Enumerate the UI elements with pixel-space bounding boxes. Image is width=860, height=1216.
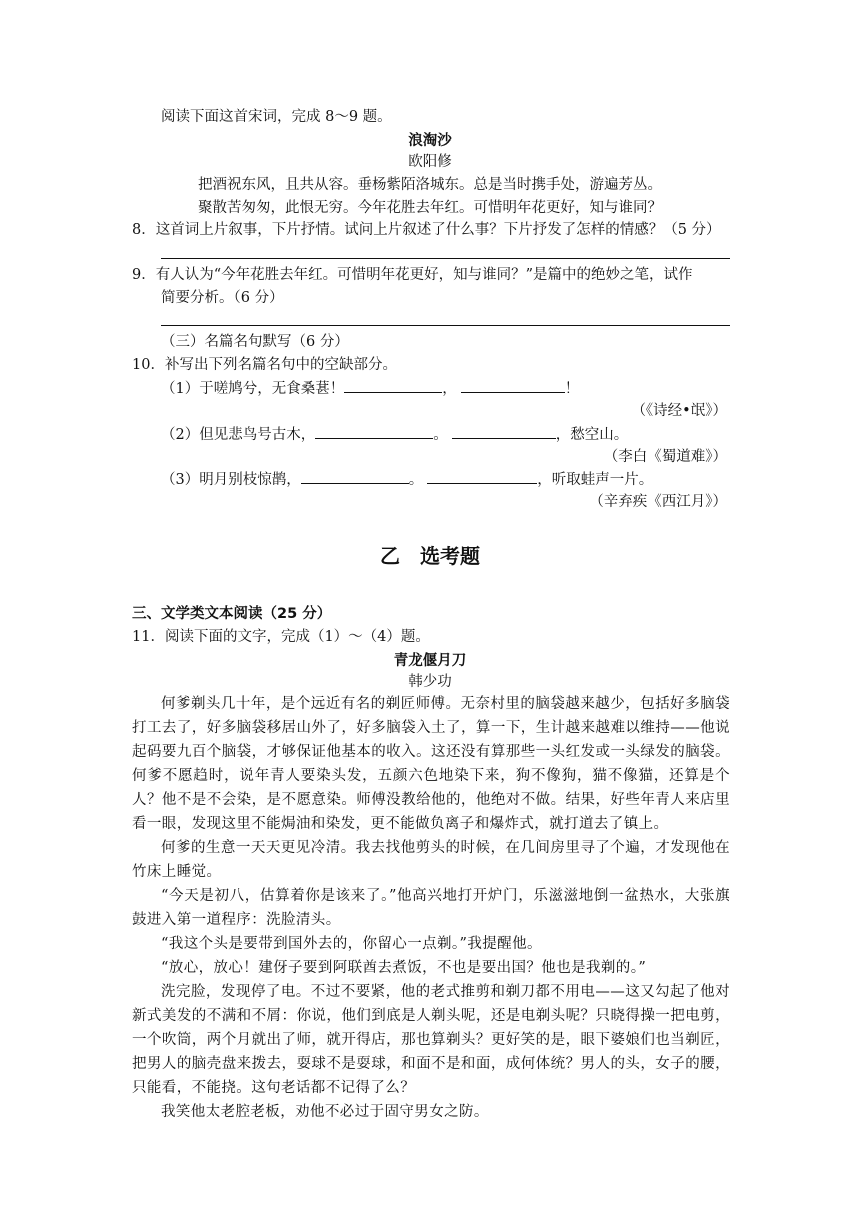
fill-blank[interactable] <box>461 378 565 393</box>
fill-item-2-text: （2）但见悲鸟号古木， <box>161 427 316 443</box>
answer-line-8[interactable] <box>161 258 730 259</box>
fill-item-3 <box>161 469 653 490</box>
question-11: 11．阅读下面的文字，完成（1）～（4）题。 <box>132 629 430 645</box>
fill-item-1 <box>161 378 579 399</box>
story-paragraph: 何爹剃头几十年，是个远近有名的剃匠师傅。无奈村里的脑袋越来越少，包括好多脑袋打工去了，好多脑袋移居山外了，好多脑袋入土了，算一下，生计越来越难以维持——他说起码要九百个脑袋，才够保证他基本的收入。这还没有算那些一头红发或一头绿发的脑袋。何爹不愿趋时，说年青人要染头发，五颜六色地染下来，狗不像狗，猫不像猫，还算是个人？他不是不会染，是不愿意染。师傅没教给他的，他绝对不做。结果，好些年青人来店里看一眼，发现这里不能焗油和染发，更不能做负离子和爆炸式，就打道去了镇上。 <box>132 696 730 832</box>
poem-line-2: 聚散苦匆匆，此恨无穷。今年花胜去年红。可惜明年花更好，知与谁同？ <box>198 200 662 216</box>
question-9-line-2: 简要分析。（6 分） <box>161 290 284 306</box>
fill-item-1-source: （《诗经•氓》） <box>631 403 727 419</box>
fill-item-2-sep: 。 <box>433 427 448 443</box>
poem-author: 欧阳修 <box>408 154 452 170</box>
fill-item-3-sep: 。 <box>408 472 424 488</box>
fill-item-1-sep: ， <box>442 381 457 397</box>
part-title: 三、文学类文本阅读（25 分） <box>132 606 332 622</box>
story-paragraph: “我这个头是要带到国外去的，你留心一点剃。”我提醒他。 <box>161 936 542 952</box>
question-9-line-1: 9．有人认为“今年花胜去年红。可惜明年花更好，知与谁同？”是篇中的绝妙之笔，试作 <box>132 267 693 283</box>
fill-item-1-text: （1）于嗟鸠兮，无食桑葚！ <box>161 381 345 397</box>
fill-item-3-text: （3）明月别枝惊鹊， <box>161 472 301 488</box>
fill-blank[interactable] <box>344 378 442 393</box>
poem-title: 浪淘沙 <box>408 133 452 149</box>
fill-blank[interactable] <box>301 469 409 484</box>
poem-line-1: 把酒祝东风，且共从容。垂杨紫陌洛城东。总是当时携手处，游遍芳丛。 <box>198 177 662 193</box>
story-paragraph: 我笑他太老腔老板，劝他不必过于固守男女之防。 <box>161 1104 489 1120</box>
section-title: 乙 选考题 <box>380 544 480 568</box>
story-body <box>132 692 730 1124</box>
story-paragraph: 洗完脸，发现停了电。不过不要紧，他的老式推剪和剃刀都不用电——这又勾起了他对新式美发的不满和不屑：你说，他们到底是人剃头呢，还是电剃头呢？只晓得操一把电剪，一个吹筒，两个月就出了师，就开得店，那也算剃头？更好笑的是，眼下婆娘们也当剃匠，把男人的脑壳盘来拨去，耍球不是耍球，和面不是和面，成何体统？男人的头，女子的腰，只能看，不能挠。这句老话都不记得了么？ <box>132 984 730 1096</box>
answer-line-9[interactable] <box>161 325 730 326</box>
question-8: 8．这首词上片叙事，下片抒情。试问上片叙述了什么事？下片抒发了怎样的情感？（5 分） <box>132 222 721 238</box>
story-paragraph: “放心，放心！建伢子要到阿联酋去煮饭，不也是要出国？他也是我剃的。” <box>161 960 647 976</box>
story-paragraph: “今天是初八，估算着你是该来了。”他高兴地打开炉门，乐滋滋地倒一盆热水，大张旗鼓进入第一道程序：洗脸清头。 <box>132 888 730 928</box>
fill-item-3-end: ，听取蛙声一片。 <box>537 472 654 488</box>
fill-item-2 <box>161 424 628 445</box>
fill-item-2-source: （李白《蜀道难》） <box>603 449 727 465</box>
fill-item-2-end: ，愁空山。 <box>555 427 629 443</box>
fill-blank[interactable] <box>315 424 433 439</box>
fill-blank[interactable] <box>427 469 537 484</box>
story-title: 青龙偃月刀 <box>393 653 467 669</box>
intro-text: 阅读下面这首宋词，完成 8～9 题。 <box>161 109 392 125</box>
story-paragraph: 何爹的生意一天天更见冷清。我去找他剪头的时候，在几间房里寻了个遍，才发现他在竹床上睡觉。 <box>132 840 730 880</box>
story-author: 韩少功 <box>408 674 452 690</box>
fill-item-3-source: （辛弃疾《西江月》） <box>589 494 727 510</box>
part-3-heading: （三）名篇名句默写（6 分） <box>161 334 349 350</box>
fill-item-1-end: ！ <box>564 381 580 397</box>
question-10: 10．补写出下列名篇名句中的空缺部分。 <box>132 357 397 373</box>
fill-blank[interactable] <box>452 424 556 439</box>
